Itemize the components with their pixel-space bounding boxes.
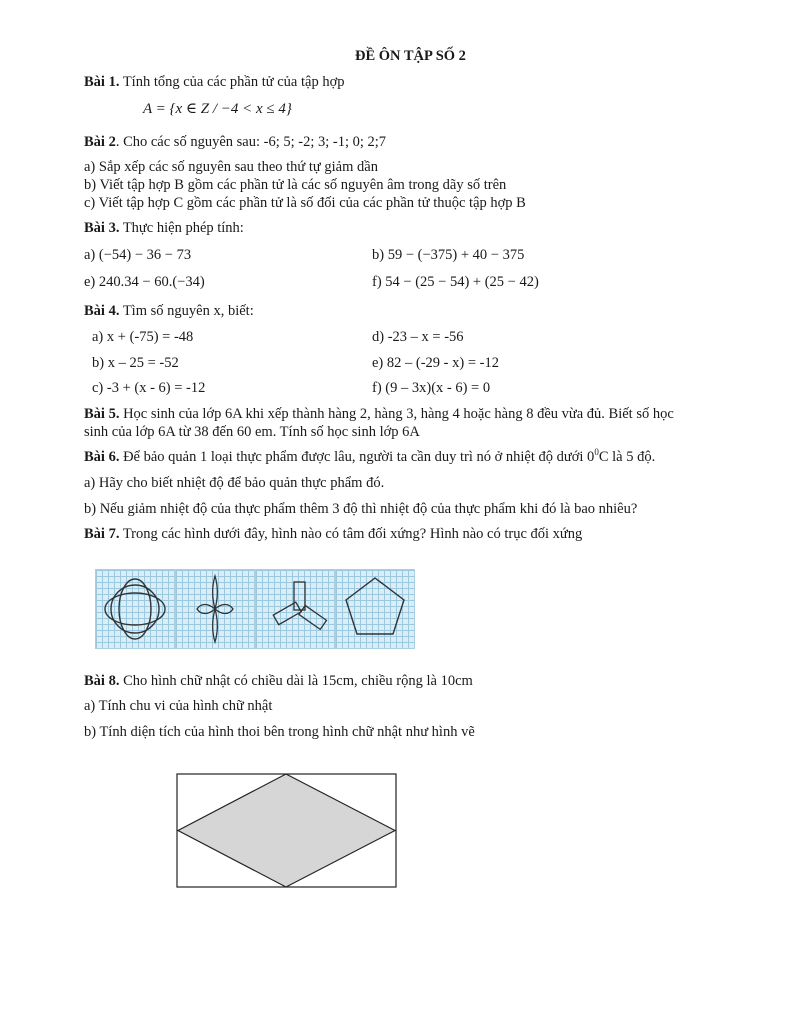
- bai5-line1: [84, 405, 674, 423]
- bai6-degree-sup: 0: [594, 447, 599, 458]
- figure-rectangles-cell: [255, 569, 335, 649]
- pentagon-shape: [336, 570, 414, 648]
- bai4-label: Bài 4.: [84, 303, 120, 319]
- bai6-line: [84, 448, 655, 466]
- bai6-b: b) Nếu giảm nhiệt độ của thực phẩm thêm 3 độ thì nhiệt độ của thực phẩm khi đó là bao nhiêu?: [84, 501, 638, 517]
- bai1-text: Tính tổng của các phần tử của tập hợp: [122, 74, 345, 90]
- bai3-e: e) 240.34 − 60.(−34): [84, 274, 205, 290]
- figure-circle-cell: [95, 569, 175, 649]
- figure-propeller-cell: [175, 569, 255, 649]
- page-title: ĐỀ ÔN TẬP SỐ 2: [355, 48, 466, 64]
- propeller-shape: [176, 570, 254, 648]
- bai6-a: a) Hãy cho biết nhiệt độ để bảo quản thực phẩm đó.: [84, 475, 385, 491]
- bai2-line: [84, 133, 386, 151]
- bai7-label: Bài 7.: [84, 526, 120, 542]
- figure-pentagon-cell: [335, 569, 415, 649]
- bai1-label: Bài 1.: [84, 74, 120, 90]
- bai4-c: c) -3 + (x - 6) = -12: [92, 380, 206, 396]
- four-lobe-circle-shape: [96, 570, 174, 648]
- three-rectangles-shape: [256, 570, 334, 648]
- bai2-item-a: a) Sắp xếp các số nguyên sau theo thứ tự giảm dần: [84, 159, 378, 175]
- bai4-text: Tìm số nguyên x, biết:: [122, 303, 254, 319]
- bai4-d: d) -23 – x = -56: [372, 329, 464, 345]
- bai8-a: a) Tính chu vi của hình chữ nhật: [84, 698, 273, 714]
- bai3-label: Bài 3.: [84, 220, 120, 236]
- bai8-line: [84, 672, 473, 690]
- rectangle-rhombus-figure: [176, 773, 398, 889]
- bai2-item-c: c) Viết tập hợp C gồm các phần tử là số đối của các phần tử thuộc tập hợp B: [84, 195, 526, 211]
- bai4-e: e) 82 – (-29 - x) = -12: [372, 355, 499, 371]
- bai4-f: f) (9 – 3x)(x - 6) = 0: [372, 380, 491, 396]
- bai3-b: b) 59 − (−375) + 40 − 375: [372, 247, 525, 263]
- bai8-label: Bài 8.: [84, 673, 120, 689]
- bai5-text1: Học sinh của lớp 6A khi xếp thành hàng 2, hàng 3, hàng 4 hoặc hàng 8 đều vừa đủ. Biết số học: [123, 406, 674, 422]
- bai3-text: Thực hiện phép tính:: [122, 220, 244, 236]
- bai3-a: a) (−54) − 36 − 73: [84, 247, 192, 263]
- bai6-label: Bài 6.: [84, 449, 120, 465]
- bai2-item-b: b) Viết tập hợp B gồm các phần tử là các số nguyên âm trong dãy số trên: [84, 177, 507, 193]
- bai7-line: [84, 525, 582, 543]
- bai3-f: f) 54 − (25 − 54) + (25 − 42): [372, 274, 539, 290]
- symmetry-figures: [95, 569, 415, 647]
- bai6-text-before: Để bảo quản 1 loại thực phẩm được lâu, người ta cần duy trì nó ở nhiệt độ dưới 0: [123, 449, 595, 465]
- bai4-b: b) x – 25 = -52: [92, 355, 179, 371]
- bai1-line: [84, 73, 345, 91]
- bai5-label: Bài 5.: [84, 406, 120, 422]
- bai8-b: b) Tính diện tích của hình thoi bên trong hình chữ nhật như hình vẽ: [84, 724, 475, 740]
- bai8-text: Cho hình chữ nhật có chiều dài là 15cm, chiều rộng là 10cm: [123, 673, 473, 689]
- bai4-a: a) x + (-75) = -48: [92, 329, 194, 345]
- bai4-line: [84, 302, 254, 320]
- bai6-text-after: C là 5 độ.: [598, 449, 656, 465]
- bai3-line: [84, 219, 244, 237]
- bai7-text: Trong các hình dưới đây, hình nào có tâm đối xứng? Hình nào có trục đối xứng: [122, 526, 583, 542]
- bai1-formula: A = {x ∈ Z / −4 < x ≤ 4}: [143, 101, 292, 117]
- bai2-text: . Cho các số nguyên sau: -6; 5; -2; 3; -1; 0; 2;7: [115, 134, 387, 150]
- bai5-line2: sinh của lớp 6A từ 38 đến 60 em. Tính số học sinh lớp 6A: [84, 424, 420, 440]
- bai2-label: Bài 2: [84, 134, 116, 150]
